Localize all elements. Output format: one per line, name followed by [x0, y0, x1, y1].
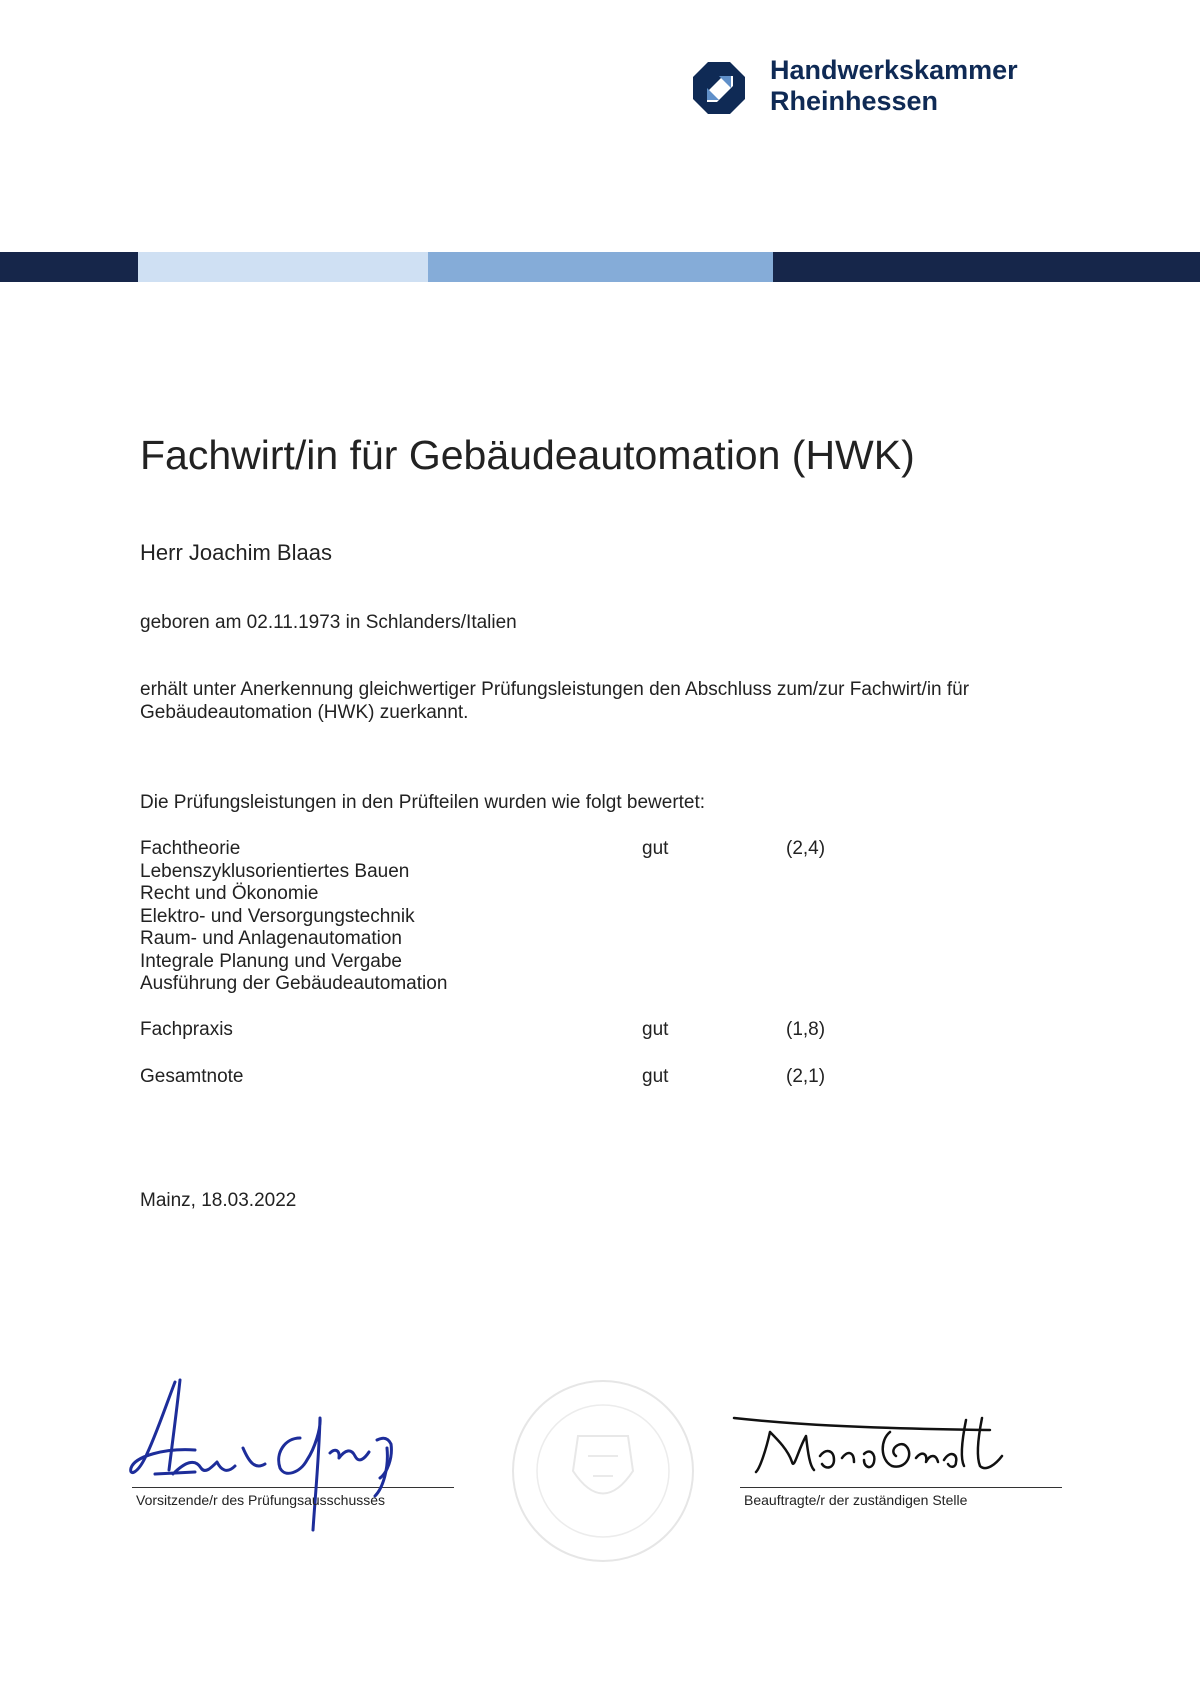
- fachtheorie-score: (2,4): [786, 838, 826, 859]
- header-band-mid: [428, 252, 773, 282]
- header-band-light: [138, 252, 428, 282]
- gesamtnote-score: (2,1): [786, 1066, 826, 1087]
- fachpraxis-grade: gut: [642, 1019, 669, 1040]
- subject-item: Raum- und Anlagenautomation: [140, 928, 402, 949]
- certificate-title: Fachwirt/in für Gebäudeautomation (HWK): [140, 432, 915, 478]
- fachpraxis-label: Fachpraxis: [140, 1019, 233, 1040]
- embossed-seal-icon: [508, 1376, 698, 1566]
- gesamtnote-grade: gut: [642, 1066, 669, 1087]
- subject-item: Ausführung der Gebäudeautomation: [140, 973, 448, 994]
- header-band-dark-right: [773, 252, 1200, 282]
- subject-item: Integrale Planung und Vergabe: [140, 950, 402, 972]
- subject-item: Recht und Ökonomie: [140, 883, 319, 904]
- subject-item: Elektro- und Versorgungstechnik: [140, 905, 415, 927]
- signature-label-left: Vorsitzende/r des Prüfungsausschusses: [136, 1492, 386, 1508]
- hwk-logo-icon: [693, 62, 745, 114]
- signature-label-right: Beauftragte/r der zuständigen Stelle: [744, 1492, 968, 1508]
- fachtheorie-label: Fachtheorie: [140, 838, 241, 859]
- header-band-dark-left: [0, 252, 138, 282]
- fachtheorie-grade: gut: [642, 838, 669, 859]
- results-intro: Die Prüfungsleistungen in den Prüfteilen wurden wie folgt bewertet:: [140, 792, 706, 813]
- org-name: [770, 55, 1018, 117]
- person-name: Herr Joachim Blaas: [140, 540, 332, 565]
- handwritten-signature-left: [125, 1378, 435, 1538]
- signature-line-right: [740, 1487, 1062, 1488]
- fachpraxis-score: (1,8): [786, 1019, 826, 1040]
- place-date: Mainz, 18.03.2022: [140, 1190, 297, 1211]
- gesamtnote-label: Gesamtnote: [140, 1066, 244, 1087]
- subject-item: Lebenszyklusorientiertes Bauen: [140, 860, 410, 882]
- handwritten-signature-right: [730, 1410, 1010, 1480]
- fachtheorie-block: [140, 838, 447, 996]
- birth-info: geboren am 02.11.1973 in Schlanders/Italien: [140, 612, 517, 633]
- org-name-line1: Handwerkskammer: [770, 55, 1018, 85]
- award-statement: erhält unter Anerkennung gleichwertiger Prüfungsleistungen den Abschluss zum/zur Fachwirt/in für Gebäudeautomation (HWK) zuerkannt.: [140, 679, 970, 723]
- org-name-line2: Rheinhessen: [770, 86, 939, 116]
